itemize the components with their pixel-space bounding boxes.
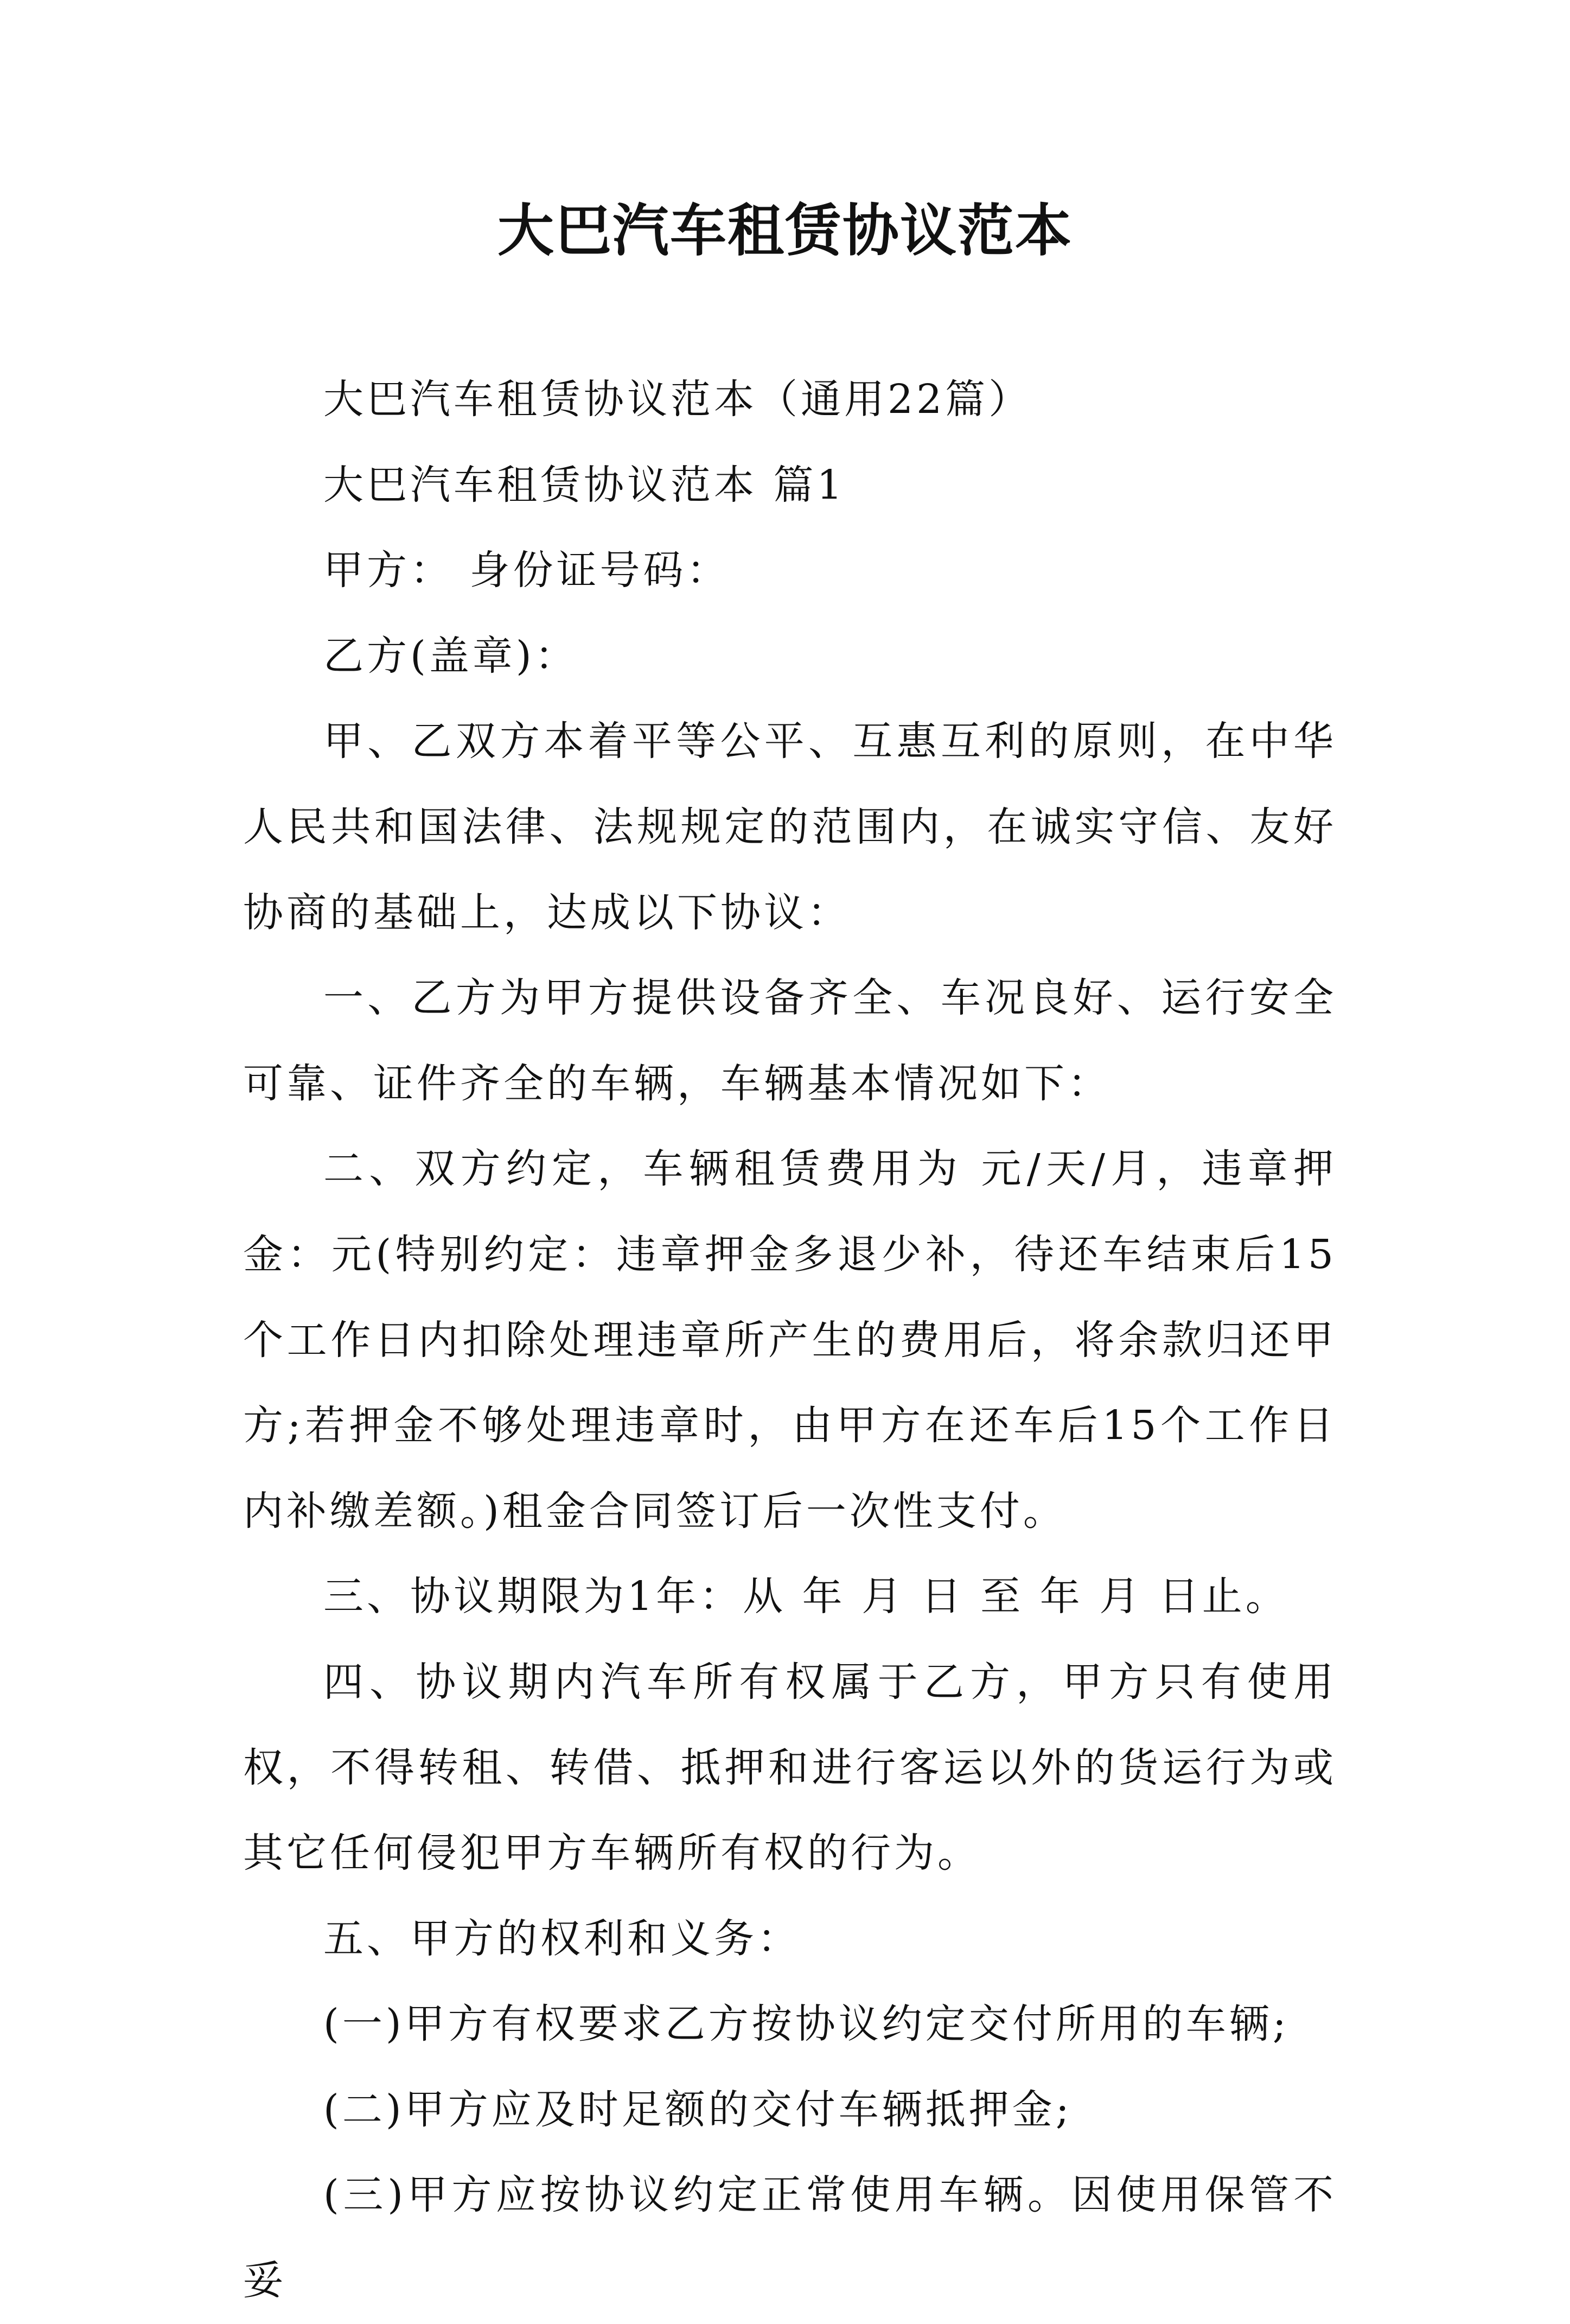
paragraph-clause-5-item-1: (一)甲方有权要求乙方按协议约定交付所用的车辆;: [323, 2001, 1290, 2048]
document-body: [243, 357, 1337, 2324]
paragraph-clause-3: 三、协议期限为1年：从 年 月 日 至 年 月 日止。: [323, 1573, 1289, 1620]
paragraph-clause-5-item-2: (二)甲方应及时足额的交付车辆抵押金;: [323, 2086, 1073, 2133]
paragraph-party-b: 乙方(盖章)：: [323, 632, 578, 679]
paragraph-section-heading: 大巴汽车租赁协议范本 篇1: [323, 461, 846, 508]
paragraph-clause-2: 二、双方约定，车辆租赁费用为 元/天/月，违章押金：元(特别约定：违章押金多退少补，待还车结束后15个工作日内扣除处理违章所产生的费用后，将余款归还甲方;若押金不够处理违章时，由甲方在还车后15个工作日内补缴差额。)租金合同签订后一次性支付。: [243, 1145, 1337, 1535]
document-title: 大巴汽车租赁协议范本: [497, 197, 1073, 264]
paragraph-party-a: 甲方： 身份证号码：: [323, 547, 730, 594]
paragraph-clause-4: 四、协议期内汽车所有权属于乙方，甲方只有使用权，不得转租、转借、抵押和进行客运以外的货运行为或其它任何侵犯甲方车辆所有权的行为。: [243, 1658, 1337, 1877]
paragraph-subtitle: 大巴汽车租赁协议范本（通用22篇）: [323, 376, 1032, 423]
paragraph-clause-5-item-3: (三)甲方应按协议约定正常使用车辆。因使用保管不妥: [243, 2172, 1337, 2304]
paragraph-clause-5: 五、甲方的权利和义务：: [323, 1915, 801, 1962]
paragraph-clause-1: 一、乙方为甲方提供设备齐全、车况良好、运行安全可靠、证件齐全的车辆，车辆基本情况如下：: [243, 975, 1337, 1107]
paragraph-preamble: 甲、乙双方本着平等公平、互惠互利的原则，在中华人民共和国法律、法规规定的范围内，在诚实守信、友好协商的基础上，达成以下协议：: [243, 718, 1337, 936]
